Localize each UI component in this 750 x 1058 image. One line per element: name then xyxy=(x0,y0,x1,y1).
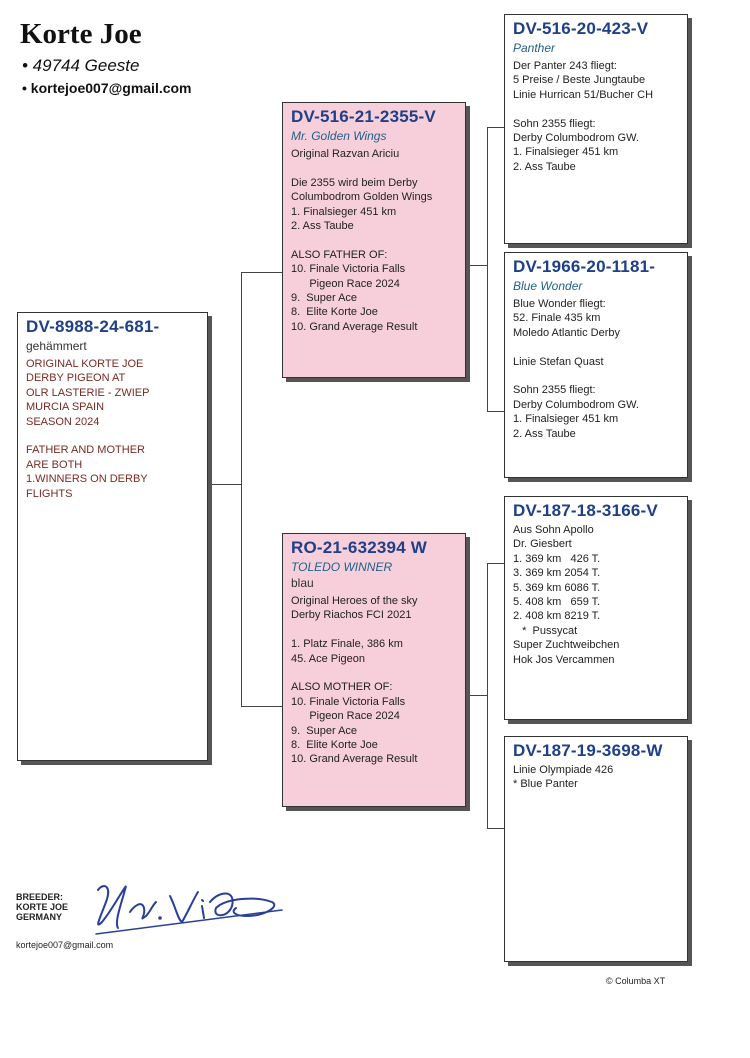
breeder-footer-email: kortejoe007@gmail.com xyxy=(16,940,114,950)
dam-color: blau xyxy=(291,576,314,590)
sire-sire-name: Panther xyxy=(513,41,556,55)
sire-dam-name: Blue Wonder xyxy=(513,279,583,293)
subject-pigeon-card xyxy=(17,312,208,761)
sire-dam-card xyxy=(504,252,688,478)
connector-to-sire-sire xyxy=(487,127,504,128)
subject-color: gehämmert xyxy=(26,339,87,353)
subject-description: ORIGINAL KORTE JOE DERBY PIGEON AT OLR LASTERIE - ZWIEP MURCIA SPAIN SEASON 2024 FATHER AND MOTHER ARE BOTH 1.WINNERS ON DERBY FLIGHTS xyxy=(26,358,150,500)
breeder-email: • kortejoe007@gmail.com xyxy=(22,80,192,96)
dam-dam-card xyxy=(504,736,688,962)
connector-dam-stub xyxy=(466,695,487,696)
connector-parents-vertical xyxy=(241,272,242,706)
connector-to-sire xyxy=(241,272,282,273)
breeder-city: • 49744 Geeste xyxy=(22,56,140,75)
dam-sire-description: Aus Sohn Apollo Dr. Giesbert 1. 369 km 426 T. 3. 369 km 2054 T. 5. 369 km 6086 T. 5. 408 km 659 T. 2. 408 km 8219 T. * Pussycat Super Zuchtweibchen Hok Jos Vercammen xyxy=(513,524,620,666)
dam-dam-ring-number: DV-187-19-3698-W xyxy=(513,741,663,760)
sire-dam-description: Blue Wonder fliegt: 52. Finale 435 km Moledo Atlantic Derby Linie Stefan Quast Sohn 2355 fliegt: Derby Columbodrom GW. 1. Finalsieger 451 km 2. Ass Taube xyxy=(513,298,639,440)
dam-ring-number: RO-21-632394 W xyxy=(291,538,428,557)
connector-to-sire-dam xyxy=(487,411,504,412)
signature-image xyxy=(86,872,286,942)
breeder-block xyxy=(16,892,68,922)
connector-sire-vertical xyxy=(487,127,488,412)
breeder-name-title: Korte Joe xyxy=(20,18,142,50)
sire-card xyxy=(282,102,466,378)
dam-sire-ring-number: DV-187-18-3166-V xyxy=(513,501,658,520)
connector-to-dam xyxy=(241,706,282,707)
copyright-notice: © Columba XT xyxy=(606,976,666,986)
dam-sire-card xyxy=(504,496,688,720)
breeder-country: GERMANY xyxy=(16,912,63,922)
dam-card xyxy=(282,533,466,807)
sire-sire-description: Der Panter 243 fliegt: 5 Preise / Beste Jungtaube Linie Hurrican 51/Bucher CH Sohn 2355 fliegt: Derby Columbodrom GW. 1. Finalsieger 451 km 2. Ass Taube xyxy=(513,60,654,173)
dam-dam-description: Linie Olympiade 426 * Blue Panter xyxy=(513,764,614,791)
breeder-label: BREEDER: xyxy=(16,892,64,902)
sire-sire-card xyxy=(504,14,688,244)
connector-sire-stub xyxy=(466,265,487,266)
sire-dam-ring-number: DV-1966-20-1181- xyxy=(513,257,656,276)
sire-ring-number: DV-516-21-2355-V xyxy=(291,107,436,126)
breeder-footer-name: KORTE JOE xyxy=(16,902,69,912)
dam-description: Original Heroes of the sky Derby Riachos FCI 2021 1. Platz Finale, 386 km 45. Ace Pigeon ALSO MOTHER OF: 10. Finale Victoria Falls Pigeon Race 2024 9. Super Ace 8. Elite Korte Joe 10. Grand Average Result xyxy=(291,595,418,766)
sire-description: Original Razvan Ariciu Die 2355 wird beim Derby Columbodrom Golden Wings 1. Finalsieger 451 km 2. Ass Taube ALSO FATHER OF: 10. Finale Victoria Falls Pigeon Race 2024 9. Super Ace 8. Elite Korte Joe 10. Grand Average Result xyxy=(291,148,433,333)
connector-to-dam-dam xyxy=(487,828,504,829)
connector-subject-stub xyxy=(208,484,241,485)
subject-ring-number: DV-8988-24-681- xyxy=(26,317,160,336)
connector-to-dam-sire xyxy=(487,563,504,564)
sire-name: Mr. Golden Wings xyxy=(291,129,387,143)
dam-name: TOLEDO WINNER xyxy=(291,560,393,574)
connector-dam-vertical xyxy=(487,563,488,829)
sire-sire-ring-number: DV-516-20-423-V xyxy=(513,19,649,38)
